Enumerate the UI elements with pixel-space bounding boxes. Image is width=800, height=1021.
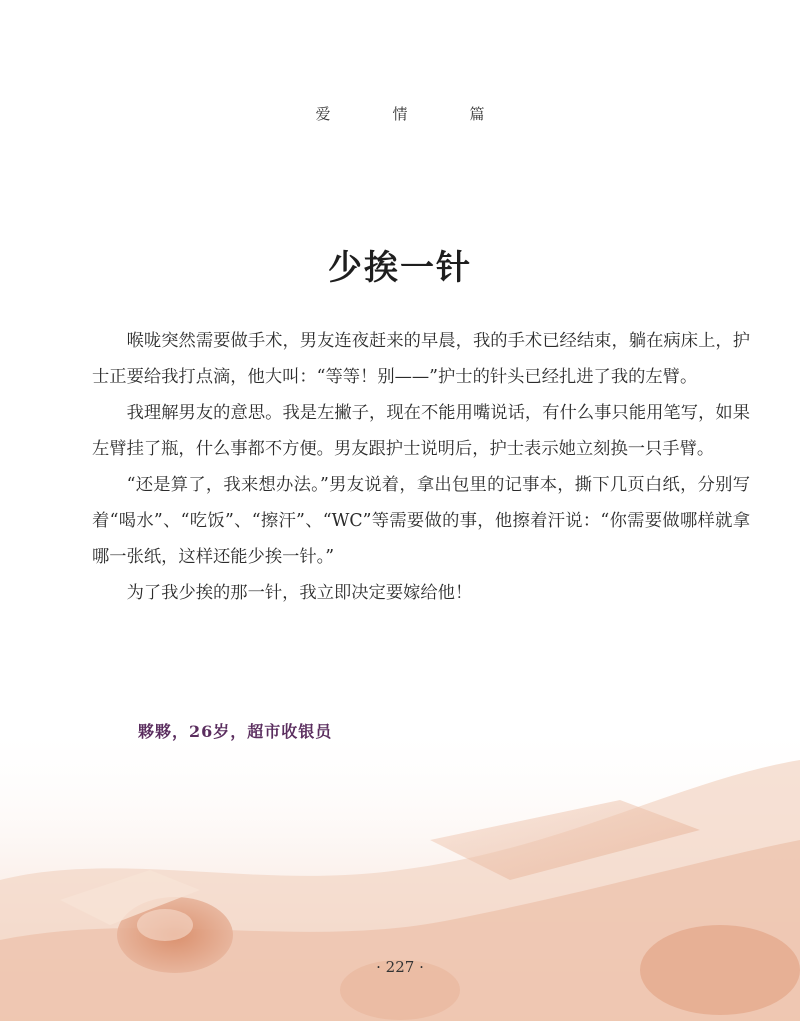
paragraph: 为了我少挨的那一针，我立即决定要嫁给他！ [126, 583, 473, 603]
section-header-char: 篇 [469, 105, 485, 123]
article-title: 少挨一针 [328, 248, 472, 288]
article-body [92, 323, 750, 611]
paragraph: “还是算了，我来想办法。”男友说着，拿出包里的记事本，撕下几页白纸，分别写着“喝水”、“吃饭”、“擦汗”、“WC”等需要做的事，他擦着汗说：“你需要做哪样就拿哪一张纸，这样还能少挨一针。” [92, 475, 750, 567]
section-header [0, 103, 800, 124]
section-header-char: 爱 [315, 105, 331, 123]
paragraph: 我理解男友的意思。我是左撇子，现在不能用嘴说话，有什么事只能用笔写，如果左臂挂了瓶，什么事都不方便。男友跟护士说明后，护士表示她立刻换一只手臂。 [92, 403, 750, 459]
page-number: · 227 · [376, 958, 424, 976]
section-header-char: 情 [392, 105, 408, 123]
paragraph: 喉咙突然需要做手术，男友连夜赶来的早晨，我的手术已经结束，躺在病床上，护士正要给我打点滴，他大叫：“等等！别——”护士的针头已经扎进了我的左臂。 [92, 331, 750, 387]
author-byline: 夥夥，26岁，超市收银员 [138, 722, 333, 741]
